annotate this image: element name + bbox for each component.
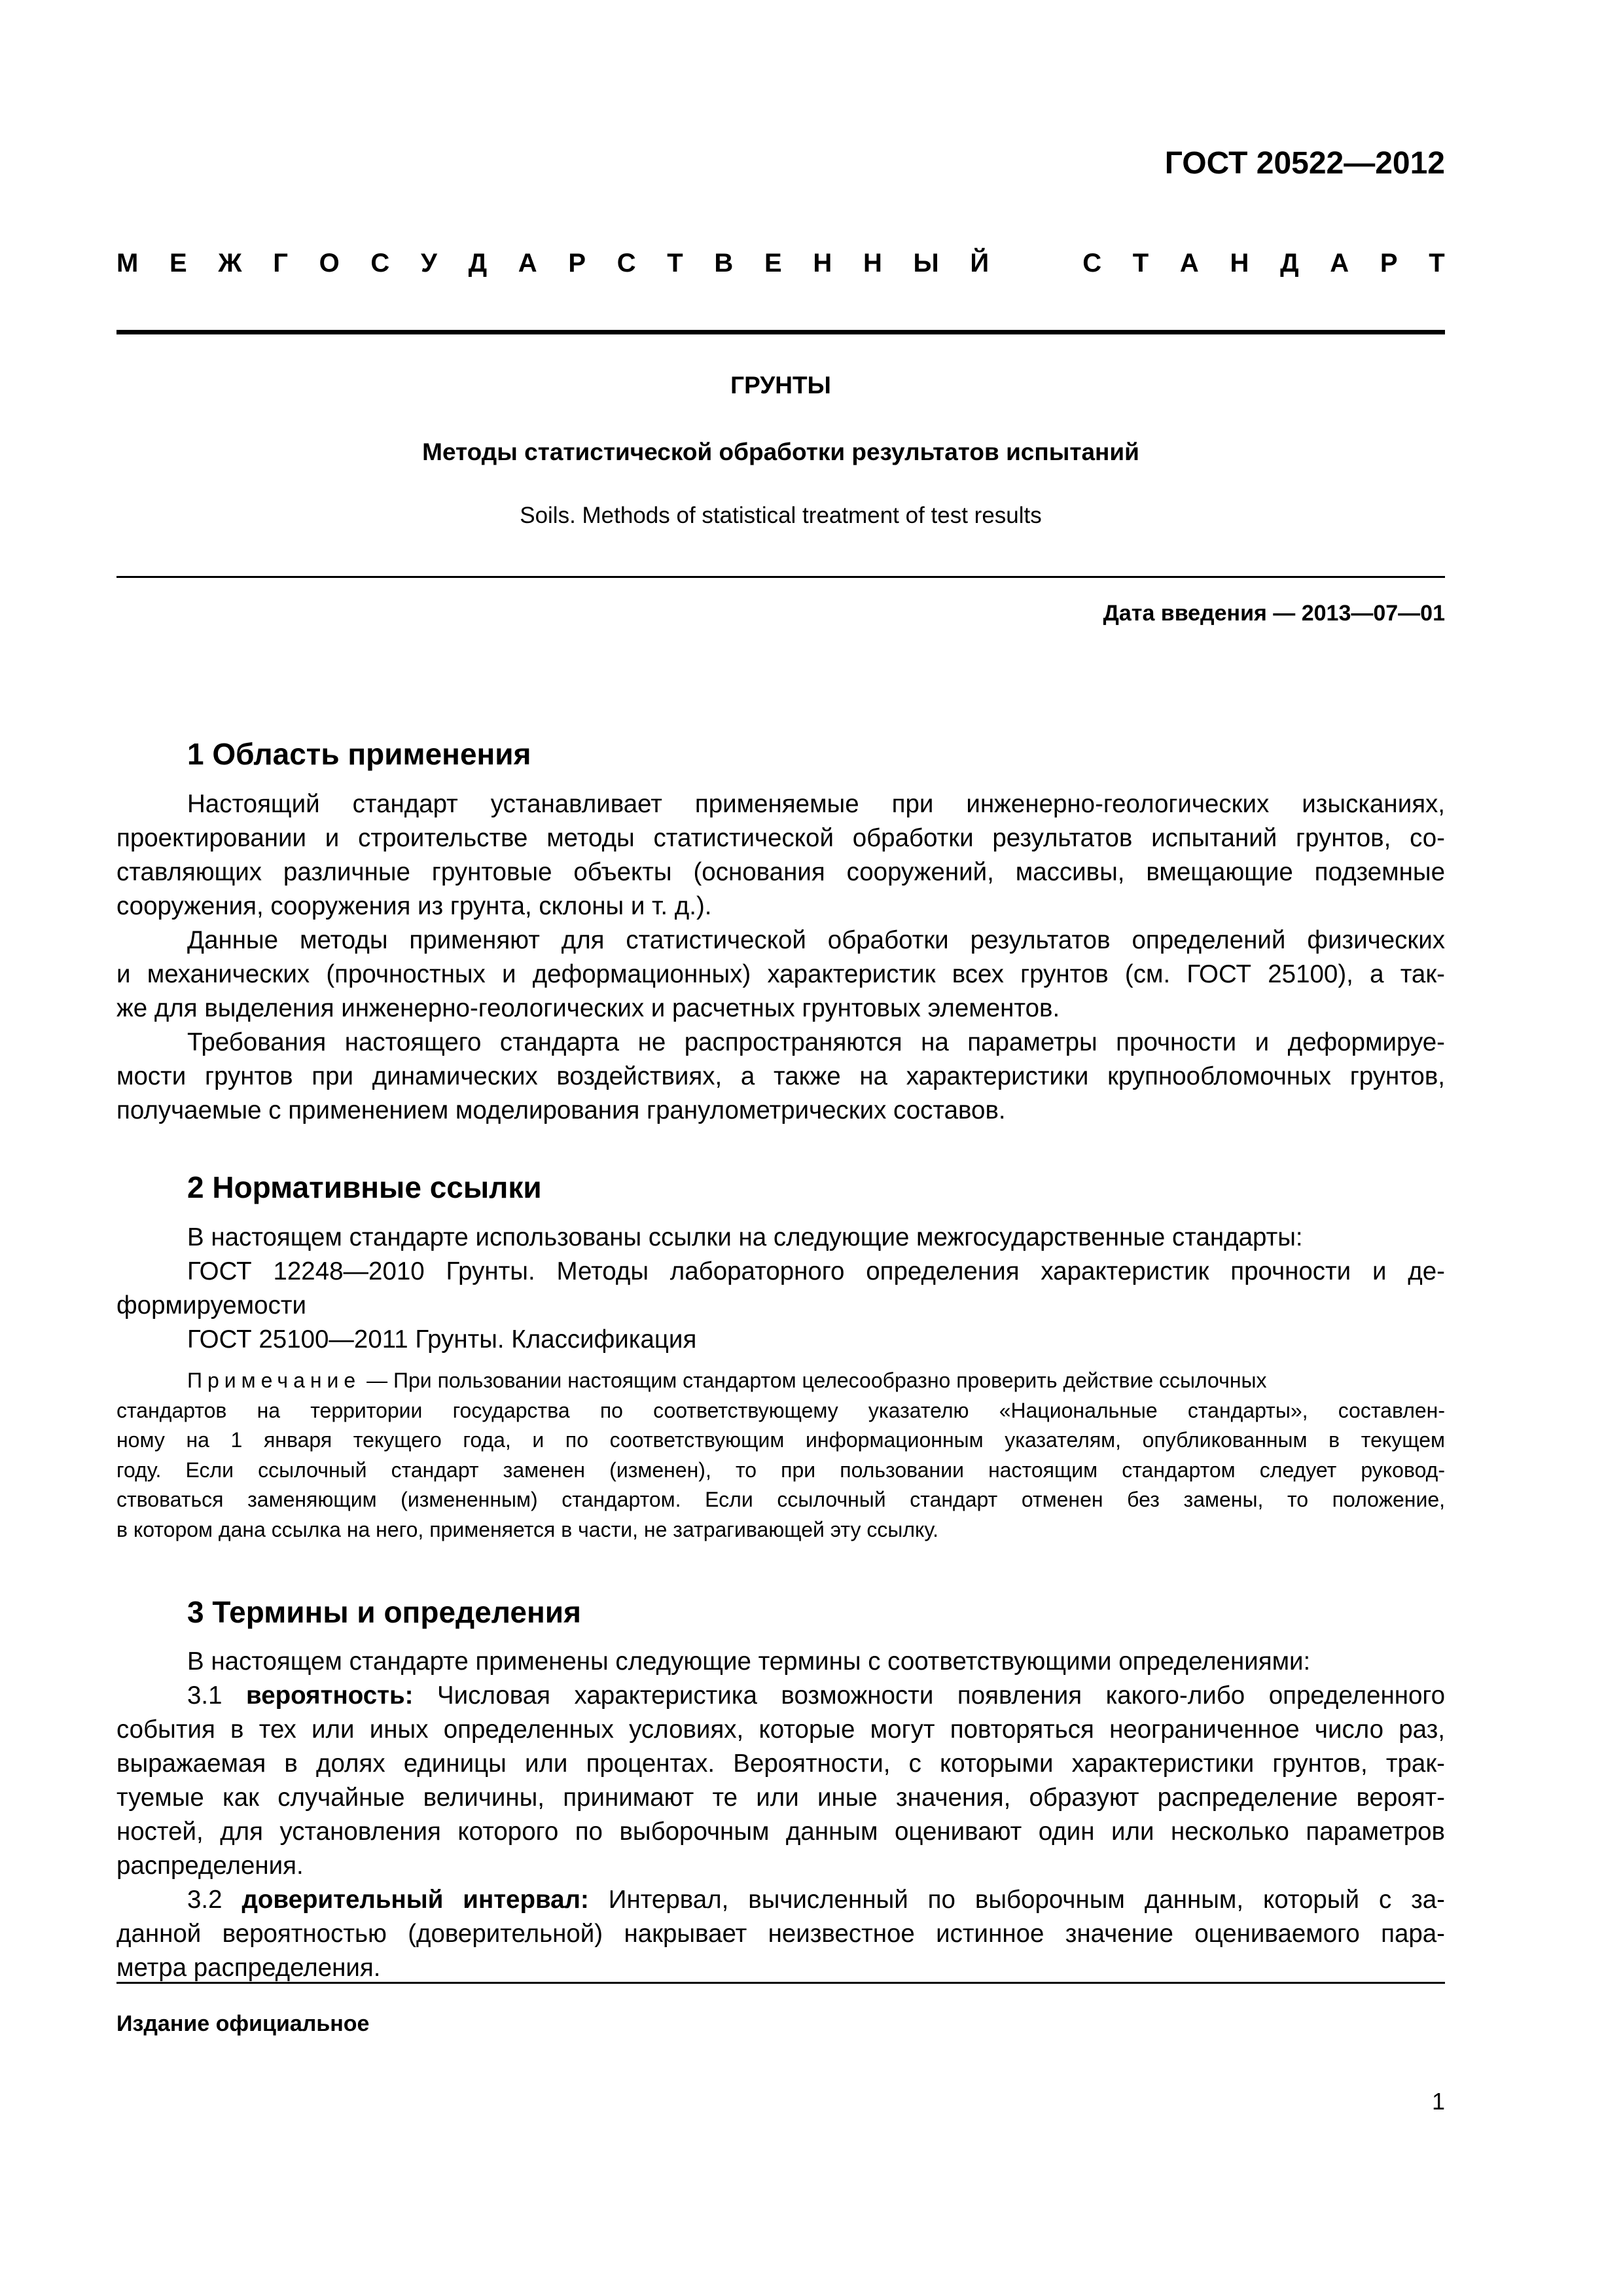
note-line — [116, 1366, 1445, 1396]
footer-divider — [116, 1982, 1445, 1984]
banner-letter: Д — [468, 249, 488, 278]
text-line: события в тех или иных определенных условиях, которые могут повторяться неограниченное число раз, — [116, 1715, 1445, 1744]
banner-letter: Г — [273, 249, 288, 278]
text-line: Настоящий стандарт устанавливает применяемые при инженерно-геологических изысканиях, — [187, 790, 1445, 818]
banner-letter: Т — [1132, 249, 1149, 278]
official-edition-label: Издание официальное — [116, 2011, 370, 2036]
interstate-standard-banner — [116, 249, 1445, 278]
standard-number: ГОСТ 20522—2012 — [1164, 146, 1445, 181]
section-2-body — [116, 1221, 1445, 1357]
banner-letter: В — [714, 249, 734, 278]
text-line: данной вероятностью (доверительной) накрывает неизвестное истинное значение оцениваемого пара- — [116, 1920, 1445, 1948]
banner-letter: Н — [863, 249, 882, 278]
note-label: Примечание — [187, 1369, 361, 1392]
title-divider — [116, 576, 1445, 578]
text-line: ГОСТ 12248—2010 Грунты. Методы лабораторного определения характеристик прочности и де- — [187, 1257, 1445, 1285]
text-line: проектировании и строительстве методы статистической обработки результатов испытаний грунтов, со- — [116, 824, 1445, 852]
text-line: формируемости — [116, 1291, 306, 1319]
banner-letter: Й — [970, 249, 990, 278]
text-line: сооружения, сооружения из грунта, склоны и т. д.). — [116, 892, 712, 920]
banner-letter: У — [421, 249, 437, 278]
banner-letter: Е — [169, 249, 187, 278]
note-line: ному на 1 января текущего года, и по соответствующим информационным указателям, опубликованным в текущем — [116, 1428, 1445, 1452]
banner-letter: С — [1082, 249, 1102, 278]
note-line: ствоваться заменяющим (измененным) стандартом. Если ссылочный стандарт отменен без замены, то положение, — [116, 1488, 1445, 1512]
banner-letter: Д — [1280, 249, 1299, 278]
note-block — [116, 1366, 1445, 1545]
title-subtitle: Методы статистической обработки результатов испытаний — [422, 439, 1139, 465]
section-3-body — [116, 1645, 1445, 1985]
text-line: мости грунтов при динамических воздействиях, а также на характеристики крупнообломочных грунтов, — [116, 1062, 1445, 1090]
page-number: 1 — [1431, 2088, 1445, 2115]
title-english: Soils. Methods of statistical treatment of test results — [520, 503, 1042, 528]
banner-letter: Р — [568, 249, 586, 278]
note-text: — При пользовании настоящим стандартом целесообразно проверить действие ссылочных — [361, 1369, 1267, 1392]
note-line: году. Если ссылочный стандарт заменен (изменен), то при пользовании настоящим стандартом следует руковод- — [116, 1458, 1445, 1482]
banner-letter: Н — [813, 249, 832, 278]
banner-letter: Ы — [913, 249, 939, 278]
section-1-body — [116, 787, 1445, 1128]
banner-letter: Е — [764, 249, 782, 278]
banner-letter: С — [370, 249, 390, 278]
term-name: доверительный интервал: — [241, 1886, 589, 1914]
text-line: распределения. — [116, 1852, 304, 1880]
banner-letter: А — [518, 249, 537, 278]
text-line: ГОСТ 25100—2011 Грунты. Классификация — [187, 1325, 697, 1354]
banner-letter: Н — [1230, 249, 1249, 278]
text-line: же для выделения инженерно-геологических и расчетных грунтовых элементов. — [116, 994, 1060, 1022]
text-line: В настоящем стандарте применены следующие термины с соответствующими определениями: — [187, 1647, 1311, 1676]
banner-letter: А — [1179, 249, 1199, 278]
banner-letter: Р — [1380, 249, 1398, 278]
title-main: ГРУНТЫ — [730, 372, 831, 399]
text-line: ставляющих различные грунтовые объекты (основания сооружений, массивы, вмещающие подземные — [116, 858, 1445, 886]
text-line: и механических (прочностных и деформационных) характеристик всех грунтов (см. ГОСТ 25100), а так- — [116, 960, 1445, 988]
banner-letter: М — [116, 249, 139, 278]
term-name: вероятность: — [246, 1681, 414, 1710]
term-text: Интервал, вычисленный по выборочным данным, который с за- — [588, 1886, 1445, 1914]
text-line: Данные методы применяют для статистической обработки результатов определений физических — [187, 926, 1445, 954]
section-2-heading: 2 Нормативные ссылки — [187, 1170, 542, 1204]
note-line: стандартов на территории государства по соответствующему указателю «Национальные стандарты», составлен- — [116, 1398, 1445, 1422]
banner-letter: Т — [1429, 249, 1445, 278]
introduction-date: Дата введения — 2013—07—01 — [1103, 601, 1445, 626]
banner-letter: Ж — [218, 249, 242, 278]
banner-letter: О — [319, 249, 340, 278]
banner-letter: Т — [667, 249, 683, 278]
text-line: В настоящем стандарте использованы ссылки на следующие межгосударственные стандарты: — [187, 1223, 1303, 1251]
text-line: ностей, для установления которого по выборочным данным оценивают один или несколько параметров — [116, 1818, 1445, 1846]
term-1-line — [116, 1679, 1445, 1713]
text-line: метра распределения. — [116, 1954, 381, 1982]
text-line: получаемые с применением моделирования гранулометрических составов. — [116, 1096, 1006, 1124]
term-text: Числовая характеристика возможности появления какого-либо определенного — [413, 1681, 1445, 1710]
header-divider — [116, 330, 1445, 334]
text-line: Требования настоящего стандарта не распространяются на параметры прочности и деформируе- — [187, 1028, 1445, 1056]
section-3-heading: 3 Термины и определения — [187, 1595, 581, 1629]
term-number: 3.2 — [187, 1886, 242, 1914]
text-line: выражаемая в долях единицы или процентах. Вероятности, с которыми характеристики грунтов, трак- — [116, 1749, 1445, 1778]
text-line: туемые как случайные величины, принимают те или иные значения, образуют распределение вероят- — [116, 1784, 1445, 1812]
term-2-line — [116, 1883, 1445, 1917]
banner-letter: С — [616, 249, 636, 278]
section-1-heading: 1 Область применения — [187, 737, 531, 771]
banner-letter: А — [1330, 249, 1349, 278]
term-number: 3.1 — [187, 1681, 247, 1710]
note-line: в котором дана ссылка на него, применяется в части, не затрагивающей эту ссылку. — [116, 1517, 939, 1541]
